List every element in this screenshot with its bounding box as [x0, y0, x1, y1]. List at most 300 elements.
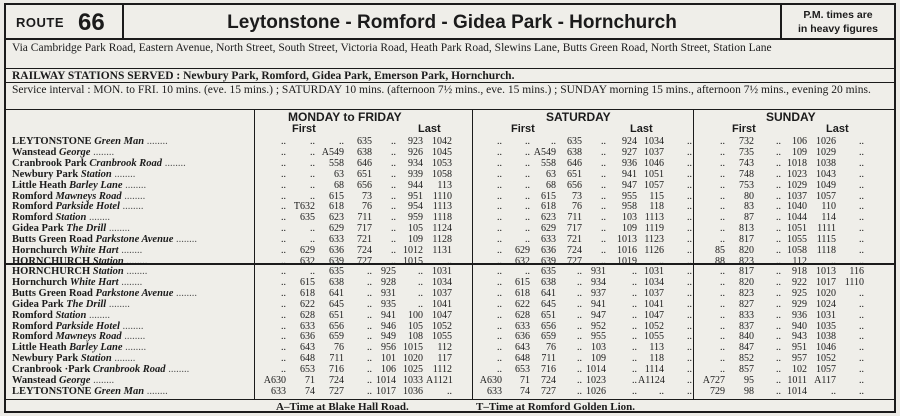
time-cell: 109: [408, 234, 423, 246]
time-cell: 724: [567, 245, 582, 256]
time-cell: ..: [497, 309, 502, 321]
time-cell: 1055: [644, 331, 664, 343]
time-cell: A549: [321, 146, 344, 158]
time-cell: ..: [601, 201, 606, 213]
time-cell: ..: [577, 320, 582, 332]
time-cell: 949: [381, 331, 396, 343]
stop-place: Romford: [12, 331, 56, 343]
time-cell: 941: [381, 309, 396, 321]
time-cell: ..: [310, 234, 315, 246]
time-cell: ..: [687, 223, 692, 235]
time-cell: 1034: [644, 276, 664, 288]
time-cell: 1057: [816, 190, 836, 202]
time-cell: ..: [577, 287, 582, 299]
time-cell: 1113: [432, 201, 452, 213]
time-cell: 618: [515, 287, 530, 299]
time-cell: ..: [687, 364, 692, 376]
time-cell: 112: [792, 255, 807, 267]
time-cell: ..: [310, 223, 315, 235]
time-cell: 1037: [432, 287, 452, 299]
time-cell: A727: [702, 375, 725, 386]
stop-point: Parkstone Avenue: [95, 234, 174, 246]
time-cell: 1015: [403, 342, 423, 354]
time-cell: ..: [859, 212, 864, 224]
time-cell: 1118: [816, 245, 836, 256]
time-cell: 636: [515, 331, 530, 343]
leader-dots: ........: [144, 385, 168, 397]
leader-dots: ........: [123, 255, 148, 267]
time-cell: 646: [357, 157, 372, 169]
stop-name: [12, 147, 114, 158]
time-cell: 622: [515, 298, 530, 310]
time-cell: 615: [300, 276, 315, 288]
time-cell: 1014: [787, 385, 807, 397]
time-cell: ..: [859, 179, 864, 191]
time-cell: 1051: [787, 223, 807, 235]
time-cell: ..: [497, 201, 502, 213]
time-cell: 724: [357, 245, 372, 256]
time-cell: ..: [776, 353, 781, 365]
time-cell: 947: [591, 309, 606, 321]
time-cell: ..: [859, 201, 864, 213]
time-cell: 1046: [816, 342, 836, 354]
stop-name: [12, 212, 110, 223]
time-cell: 1023: [787, 168, 807, 180]
time-cell: ..: [367, 320, 372, 332]
inbound-row: [6, 342, 894, 353]
time-cell: 827: [739, 298, 754, 310]
time-cell: 68: [546, 179, 556, 191]
time-cell: 646: [567, 157, 582, 169]
time-cell: 727: [357, 255, 372, 267]
footnote-a: A–Time at Blake Hall Road.: [276, 401, 409, 413]
time-cell: ..: [720, 201, 725, 213]
time-cell: ..: [577, 364, 582, 376]
stop-name: [12, 158, 186, 169]
time-cell: 633: [487, 385, 502, 397]
footer: [6, 399, 894, 413]
time-cell: 1123: [644, 234, 664, 246]
time-cell: ..: [632, 375, 637, 386]
route-title: Leytonstone - Romford - Gidea Park - Hornchurch: [227, 11, 677, 33]
time-cell: 724: [541, 375, 556, 386]
time-cell: 635: [567, 136, 582, 147]
stop-name: [12, 375, 114, 386]
time-cell: 633: [329, 234, 344, 246]
time-cell: 937: [591, 287, 606, 299]
inbound-row: [6, 353, 894, 364]
time-cell: 935: [381, 298, 396, 310]
time-cell: 1036: [403, 385, 423, 397]
time-cell: ..: [281, 287, 286, 299]
time-cell: 925: [381, 266, 396, 277]
time-cell: 629: [541, 223, 556, 235]
time-cell: 857: [739, 364, 754, 376]
time-cell: ..: [525, 212, 530, 224]
time-cell: 648: [300, 353, 315, 365]
time-cell: ..: [497, 223, 502, 235]
leader-dots: ........: [90, 375, 115, 386]
stop-name: [12, 234, 197, 245]
time-cell: 939: [408, 168, 423, 180]
time-cell: ..: [577, 266, 582, 277]
time-cell: 651: [541, 309, 556, 321]
via-text: Via Cambridge Park Road, Eastern Avenue, North Street, South Street, Victoria Road, Heath Park Road, Slewins Lane, Butts Green Road, North Street, Station Lane: [12, 42, 772, 54]
time-cell: 105: [408, 320, 423, 332]
time-cell: 955: [591, 331, 606, 343]
time-cell: 1041: [644, 298, 664, 310]
time-cell: ..: [776, 157, 781, 169]
outbound-row: [6, 136, 894, 147]
stop-place: Hornchurch: [12, 276, 70, 288]
time-cell: ..: [391, 136, 396, 147]
time-cell: 1051: [644, 168, 664, 180]
time-cell: 88: [715, 255, 725, 267]
stop-name: [12, 299, 130, 310]
time-cell: ..: [687, 245, 692, 256]
time-cell: 659: [329, 331, 344, 343]
time-cell: ..: [687, 342, 692, 354]
time-cell: ..: [497, 298, 502, 310]
time-cell: 1052: [816, 353, 836, 365]
time-cell: ..: [720, 364, 725, 376]
time-cell: ..: [687, 298, 692, 310]
time-cell: 1014: [586, 364, 606, 376]
time-cell: 641: [329, 287, 344, 299]
time-cell: 1020: [403, 353, 423, 365]
leader-dots: ........: [121, 331, 146, 343]
last-label-sat: Last: [630, 123, 653, 135]
time-cell: ..: [632, 287, 637, 299]
stop-place: Romford: [12, 212, 56, 224]
time-cell: 635: [357, 136, 372, 147]
time-cell: ..: [497, 266, 502, 277]
stop-point: White Hart: [69, 276, 119, 288]
time-cell: ..: [418, 266, 423, 277]
stop-name: [12, 364, 189, 375]
stop-name: [12, 321, 144, 332]
stop-name: [12, 386, 168, 397]
time-cell: ..: [281, 309, 286, 321]
time-cell: ..: [281, 342, 286, 354]
inbound-row: [6, 375, 894, 386]
stop-point: Station: [80, 353, 112, 365]
leader-dots: ........: [118, 276, 143, 288]
time-cell: ..: [776, 255, 781, 267]
time-cell: 651: [567, 168, 582, 180]
time-cell: ..: [601, 223, 606, 235]
time-cell: ..: [497, 320, 502, 332]
time-cell: ..: [577, 298, 582, 310]
stop-point: Green Man: [94, 385, 145, 397]
outbound-row: [6, 191, 894, 202]
time-cell: ..: [310, 136, 315, 147]
time-cell: ..: [687, 385, 692, 397]
time-cell: ..: [525, 234, 530, 246]
time-cell: 927: [622, 146, 637, 158]
time-cell: ..: [859, 157, 864, 169]
time-cell: 63: [334, 168, 344, 180]
time-cell: 1020: [816, 287, 836, 299]
stop-point: Cranbrook Road: [92, 364, 166, 376]
leader-dots: ........: [121, 190, 146, 202]
time-cell: 73: [572, 190, 582, 202]
time-cell: 636: [329, 245, 344, 256]
leader-dots: ........: [119, 201, 144, 213]
time-cell: ..: [776, 364, 781, 376]
time-cell: ..: [391, 190, 396, 202]
time-cell: ..: [367, 331, 372, 343]
time-cell: ..: [525, 157, 530, 169]
time-cell: 923: [408, 136, 423, 147]
time-cell: 639: [541, 255, 556, 267]
time-cell: 618: [329, 201, 344, 213]
inbound-row: [6, 386, 894, 397]
time-cell: 1019: [617, 255, 637, 267]
time-cell: 633: [271, 385, 286, 397]
stop-place: Romford: [12, 309, 56, 321]
time-cell: ..: [525, 179, 530, 191]
time-cell: ..: [720, 331, 725, 343]
time-cell: 1119: [644, 223, 664, 235]
time-cell: 929: [792, 298, 807, 310]
time-cell: ..: [601, 234, 606, 246]
stop-point: The Drill: [66, 223, 107, 235]
time-cell: 87: [744, 212, 754, 224]
time-cell: ..: [720, 287, 725, 299]
time-cell: 717: [357, 223, 372, 235]
time-cell: ..: [310, 157, 315, 169]
stop-place: Cranbrook Park: [12, 157, 90, 169]
stop-point: Mawneys Road: [55, 190, 122, 202]
stop-point: The Drill: [66, 298, 107, 310]
time-cell: ..: [632, 331, 637, 343]
time-cell: ..: [776, 201, 781, 213]
time-cell: ..: [776, 385, 781, 397]
time-cell: 951: [792, 342, 807, 354]
time-cell: ..: [687, 276, 692, 288]
time-cell: 633: [515, 320, 530, 332]
time-cell: 651: [357, 168, 372, 180]
time-cell: 632: [300, 255, 315, 267]
time-cell: ..: [720, 298, 725, 310]
time-cell: ..: [859, 385, 864, 397]
time-cell: 635: [300, 212, 315, 224]
time-cell: A117: [814, 375, 836, 386]
time-cell: 724: [329, 375, 344, 386]
time-cell: 103: [591, 342, 606, 354]
time-cell: ..: [281, 234, 286, 246]
time-cell: 1055: [787, 234, 807, 246]
time-cell: 648: [515, 353, 530, 365]
stop-point: White Hart: [69, 245, 119, 256]
time-cell: ..: [687, 168, 692, 180]
time-cell: 833: [739, 309, 754, 321]
time-cell: 100: [408, 309, 423, 321]
time-cell: ..: [776, 320, 781, 332]
stop-place: Gidea Park: [12, 298, 67, 310]
time-cell: 1016: [617, 245, 637, 256]
time-cell: 106: [381, 364, 396, 376]
time-cell: 941: [622, 168, 637, 180]
inbound-row: [6, 288, 894, 299]
time-cell: 68: [334, 179, 344, 191]
time-cell: 1031: [644, 266, 664, 277]
time-cell: ..: [687, 266, 692, 277]
time-cell: 1057: [644, 179, 664, 191]
time-cell: 1033: [403, 375, 423, 386]
time-cell: 1042: [432, 136, 452, 147]
time-cell: 721: [357, 234, 372, 246]
leader-dots: ........: [119, 320, 144, 332]
outbound-row: [6, 234, 894, 245]
stop-place: Romford: [12, 190, 56, 202]
time-cell: ..: [687, 375, 692, 386]
time-cell: 623: [541, 212, 556, 224]
time-cell: 823: [739, 255, 754, 267]
time-cell: 1037: [787, 190, 807, 202]
time-cell: 918: [792, 266, 807, 277]
time-cell: 1115: [816, 234, 836, 246]
time-cell: 118: [649, 353, 664, 365]
time-cell: ..: [418, 298, 423, 310]
time-cell: 109: [591, 353, 606, 365]
time-cell: ..: [601, 212, 606, 224]
time-cell: 743: [739, 157, 754, 169]
time-cell: ..: [776, 212, 781, 224]
stop-name: [12, 223, 130, 234]
first-label-sun: First: [732, 123, 756, 135]
stop-point: Cranbrook Road: [89, 157, 163, 169]
time-cell: ..: [859, 190, 864, 202]
time-cell: ..: [525, 136, 530, 147]
time-cell: 115: [649, 190, 664, 202]
time-cell: ..: [859, 331, 864, 343]
time-cell: ..: [601, 255, 606, 267]
time-cell: 820: [739, 276, 754, 288]
time-cell: ..: [601, 157, 606, 169]
time-cell: 651: [329, 309, 344, 321]
time-cell: 76: [546, 342, 556, 354]
time-cell: 753: [739, 179, 754, 191]
time-cell: ..: [720, 136, 725, 147]
time-cell: ..: [391, 234, 396, 246]
time-cell: ..: [281, 266, 286, 277]
time-cell: ..: [281, 212, 286, 224]
leader-dots: ........: [106, 223, 130, 235]
time-cell: ..: [859, 234, 864, 246]
time-cell: ..: [659, 385, 664, 397]
time-cell: 1113: [644, 212, 664, 224]
time-cell: 1031: [816, 309, 836, 321]
time-cell: 633: [300, 320, 315, 332]
stop-point: Station: [92, 255, 124, 267]
outbound-row: [6, 158, 894, 169]
time-cell: 729: [710, 385, 725, 397]
time-cell: ..: [367, 385, 372, 397]
footnote-t: T–Time at Romford Golden Lion.: [476, 401, 636, 413]
time-cell: 1031: [432, 266, 452, 277]
stop-point: Station: [80, 168, 112, 180]
time-cell: 1026: [586, 385, 606, 397]
time-cell: ..: [632, 276, 637, 288]
time-cell: ..: [720, 234, 725, 246]
time-cell: ..: [497, 353, 502, 365]
time-cell: ..: [391, 157, 396, 169]
time-cell: ..: [391, 255, 396, 267]
time-cell: ..: [720, 146, 725, 158]
time-cell: 1047: [644, 309, 664, 321]
time-cell: ..: [859, 342, 864, 354]
time-cell: 110: [821, 201, 836, 213]
time-cell: 74: [305, 385, 315, 397]
stop-point: Barley Lane: [69, 179, 123, 191]
stop-point: Station: [92, 266, 124, 277]
time-cell: ..: [859, 136, 864, 147]
first-label-mf: First: [292, 123, 316, 135]
time-cell: ..: [859, 146, 864, 158]
time-cell: ..: [497, 245, 502, 256]
time-cell: ..: [281, 364, 286, 376]
time-cell: 1017: [376, 385, 396, 397]
time-cell: 113: [437, 179, 452, 191]
stop-place: Newbury Park: [12, 168, 81, 180]
time-cell: ..: [281, 331, 286, 343]
time-cell: ..: [525, 190, 530, 202]
time-cell: 1110: [844, 276, 864, 288]
first-label-sat: First: [511, 123, 535, 135]
stop-point: Parkstone Avenue: [95, 287, 174, 299]
time-cell: ..: [687, 179, 692, 191]
stop-place: LEYTONSTONE: [12, 385, 95, 397]
leader-dots: ........: [111, 168, 136, 180]
time-cell: 922: [792, 276, 807, 288]
stop-point: Barley Lane: [69, 342, 123, 354]
time-cell: ..: [776, 266, 781, 277]
time-cell: ..: [551, 136, 556, 147]
time-cell: 1014: [376, 375, 396, 386]
time-cell: 656: [329, 320, 344, 332]
time-cell: 1041: [432, 298, 452, 310]
time-cell: ..: [776, 223, 781, 235]
time-cell: 813: [739, 223, 754, 235]
stop-name: [12, 310, 110, 321]
time-cell: 1024: [816, 298, 836, 310]
time-cell: 931: [591, 266, 606, 277]
time-cell: ..: [281, 157, 286, 169]
time-cell: ..: [497, 255, 502, 267]
time-cell: ..: [859, 223, 864, 235]
time-cell: 837: [739, 320, 754, 332]
time-cell: ..: [391, 168, 396, 180]
time-cell: 109: [622, 223, 637, 235]
time-cell: 1044: [787, 212, 807, 224]
time-cell: 732: [739, 136, 754, 147]
time-cell: 73: [362, 190, 372, 202]
time-cell: ..: [391, 201, 396, 213]
leader-dots: ........: [111, 353, 136, 365]
time-cell: 1025: [403, 364, 423, 376]
time-cell: 727: [541, 385, 556, 397]
time-cell: 108: [408, 331, 423, 343]
time-cell: 558: [329, 157, 344, 169]
time-cell: ..: [632, 298, 637, 310]
time-cell: 1018: [787, 157, 807, 169]
time-cell: 643: [300, 342, 315, 354]
time-cell: ..: [687, 190, 692, 202]
time-cell: ..: [776, 190, 781, 202]
stop-point: Mawneys Road: [55, 331, 122, 343]
